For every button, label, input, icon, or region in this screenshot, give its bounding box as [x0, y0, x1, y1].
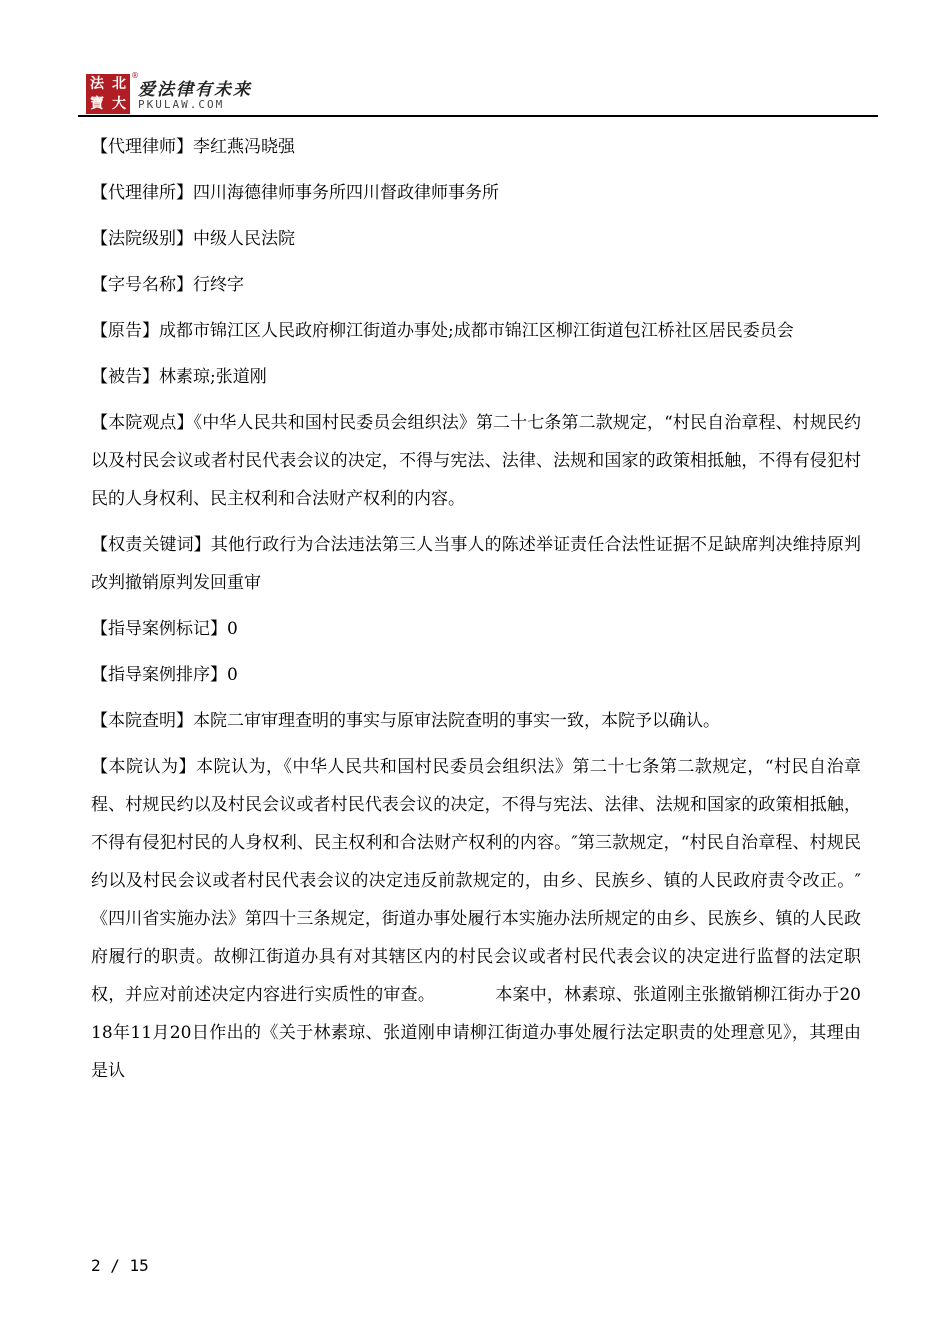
field-guiding-case-mark	[91, 610, 861, 648]
field-label: 【字号名称】	[91, 275, 193, 295]
field-label: 【本院观点】	[91, 413, 194, 433]
pkulaw-logo[interactable]	[86, 71, 256, 114]
field-value: 四川海德律师事务所四川督政律师事务所	[193, 183, 499, 203]
field-label: 【本院认为】	[91, 757, 196, 777]
field-guiding-case-order	[91, 656, 861, 694]
field-label: 【指导案例标记】	[91, 619, 227, 639]
field-value: 李红燕冯晓强	[193, 137, 295, 157]
field-label: 【代理律师】	[91, 137, 193, 157]
logo-char: 北	[112, 76, 126, 92]
field-value: 本院认为，《中华人民共和国村民委员会组织法》第二十七条第二款规定，“村民自治章程、村规民约以及村民会议或者村民代表会议的决定，不得与宪法、法律、法规和国家的政策相抵触，不得有侵犯村民的人身权利、民主权利和合法财产权利的内容。″第三款规定，“村民自治章程、村规民约以及村民会议或者村民代表会议的决定违反前款规定的，由乡、民族乡、镇的人民政府责令改正。″《四川省实施办法》第四十三条规定，街道办事处履行本实施办法所规定的由乡、民族乡、镇的人民政府履行的职责。故柳江街道办具有对其辖区内的村民会议或者村民代表会议的决定进行监督的法定职权，并应对前述决定内容进行实质性的审查。 本案中，林素琼、张道刚主张撤销柳江街办于2018年11月20日作出的《关于林素琼、张道刚申请柳江街道办事处履行法定职责的处理意见》，其理由是认	[91, 757, 861, 1081]
field-label: 【法院级别】	[91, 229, 193, 249]
logo-char: 大	[112, 96, 126, 112]
logo-seal	[86, 74, 130, 114]
field-label: 【代理律所】	[91, 183, 193, 203]
field-label: 【指导案例排序】	[91, 665, 227, 685]
field-value: 中级人民法院	[193, 229, 295, 249]
field-value: 《中华人民共和国村民委员会组织法》第二十七条第二款规定，“村民自治章程、村规民约以及村民会议或者村民代表会议的决定，不得与宪法、法律、法规和国家的政策相抵触，不得有侵犯村民的人身权利、民主权利和合法财产权利的内容。	[91, 413, 861, 509]
field-label: 【原告】	[91, 321, 159, 341]
document-body	[91, 128, 861, 1098]
field-label: 【本院查明】	[91, 711, 193, 731]
field-value: 成都市锦江区人民政府柳江街道办事处;成都市锦江区柳江街道包江桥社区居民委员会	[159, 321, 794, 341]
field-defendant	[91, 358, 861, 396]
field-value: 其他行政行为合法违法第三人当事人的陈述举证责任合法性证据不足缺席判决维持原判改判撤销原判发回重审	[91, 535, 861, 593]
field-value: 0	[227, 619, 238, 639]
field-value: 0	[227, 665, 238, 685]
page-indicator: 2 / 15	[91, 1256, 149, 1275]
field-law-firm	[91, 174, 861, 212]
field-court-level	[91, 220, 861, 258]
logo-slogan: 爱法律有未来	[138, 80, 252, 100]
header-divider	[78, 115, 878, 117]
field-label: 【被告】	[91, 367, 159, 387]
field-value: 本院二审审理查明的事实与原审法院查明的事实一致，本院予以确认。	[193, 711, 720, 731]
logo-char: 法	[90, 76, 104, 92]
field-court-opinion	[91, 748, 861, 1090]
field-court-view	[91, 404, 861, 518]
field-value: 行终字	[193, 275, 244, 295]
field-keywords	[91, 526, 861, 602]
page-header	[78, 68, 878, 116]
field-value: 林素琼;张道刚	[159, 367, 267, 387]
field-court-findings	[91, 702, 861, 740]
registered-mark: ®	[131, 71, 139, 80]
field-plaintiff	[91, 312, 861, 350]
logo-char: 寶	[90, 96, 104, 112]
field-label: 【权责关键词】	[91, 535, 211, 555]
logo-domain: PKULAW.COM	[138, 98, 225, 111]
field-agent-lawyer	[91, 128, 861, 166]
field-case-type	[91, 266, 861, 304]
